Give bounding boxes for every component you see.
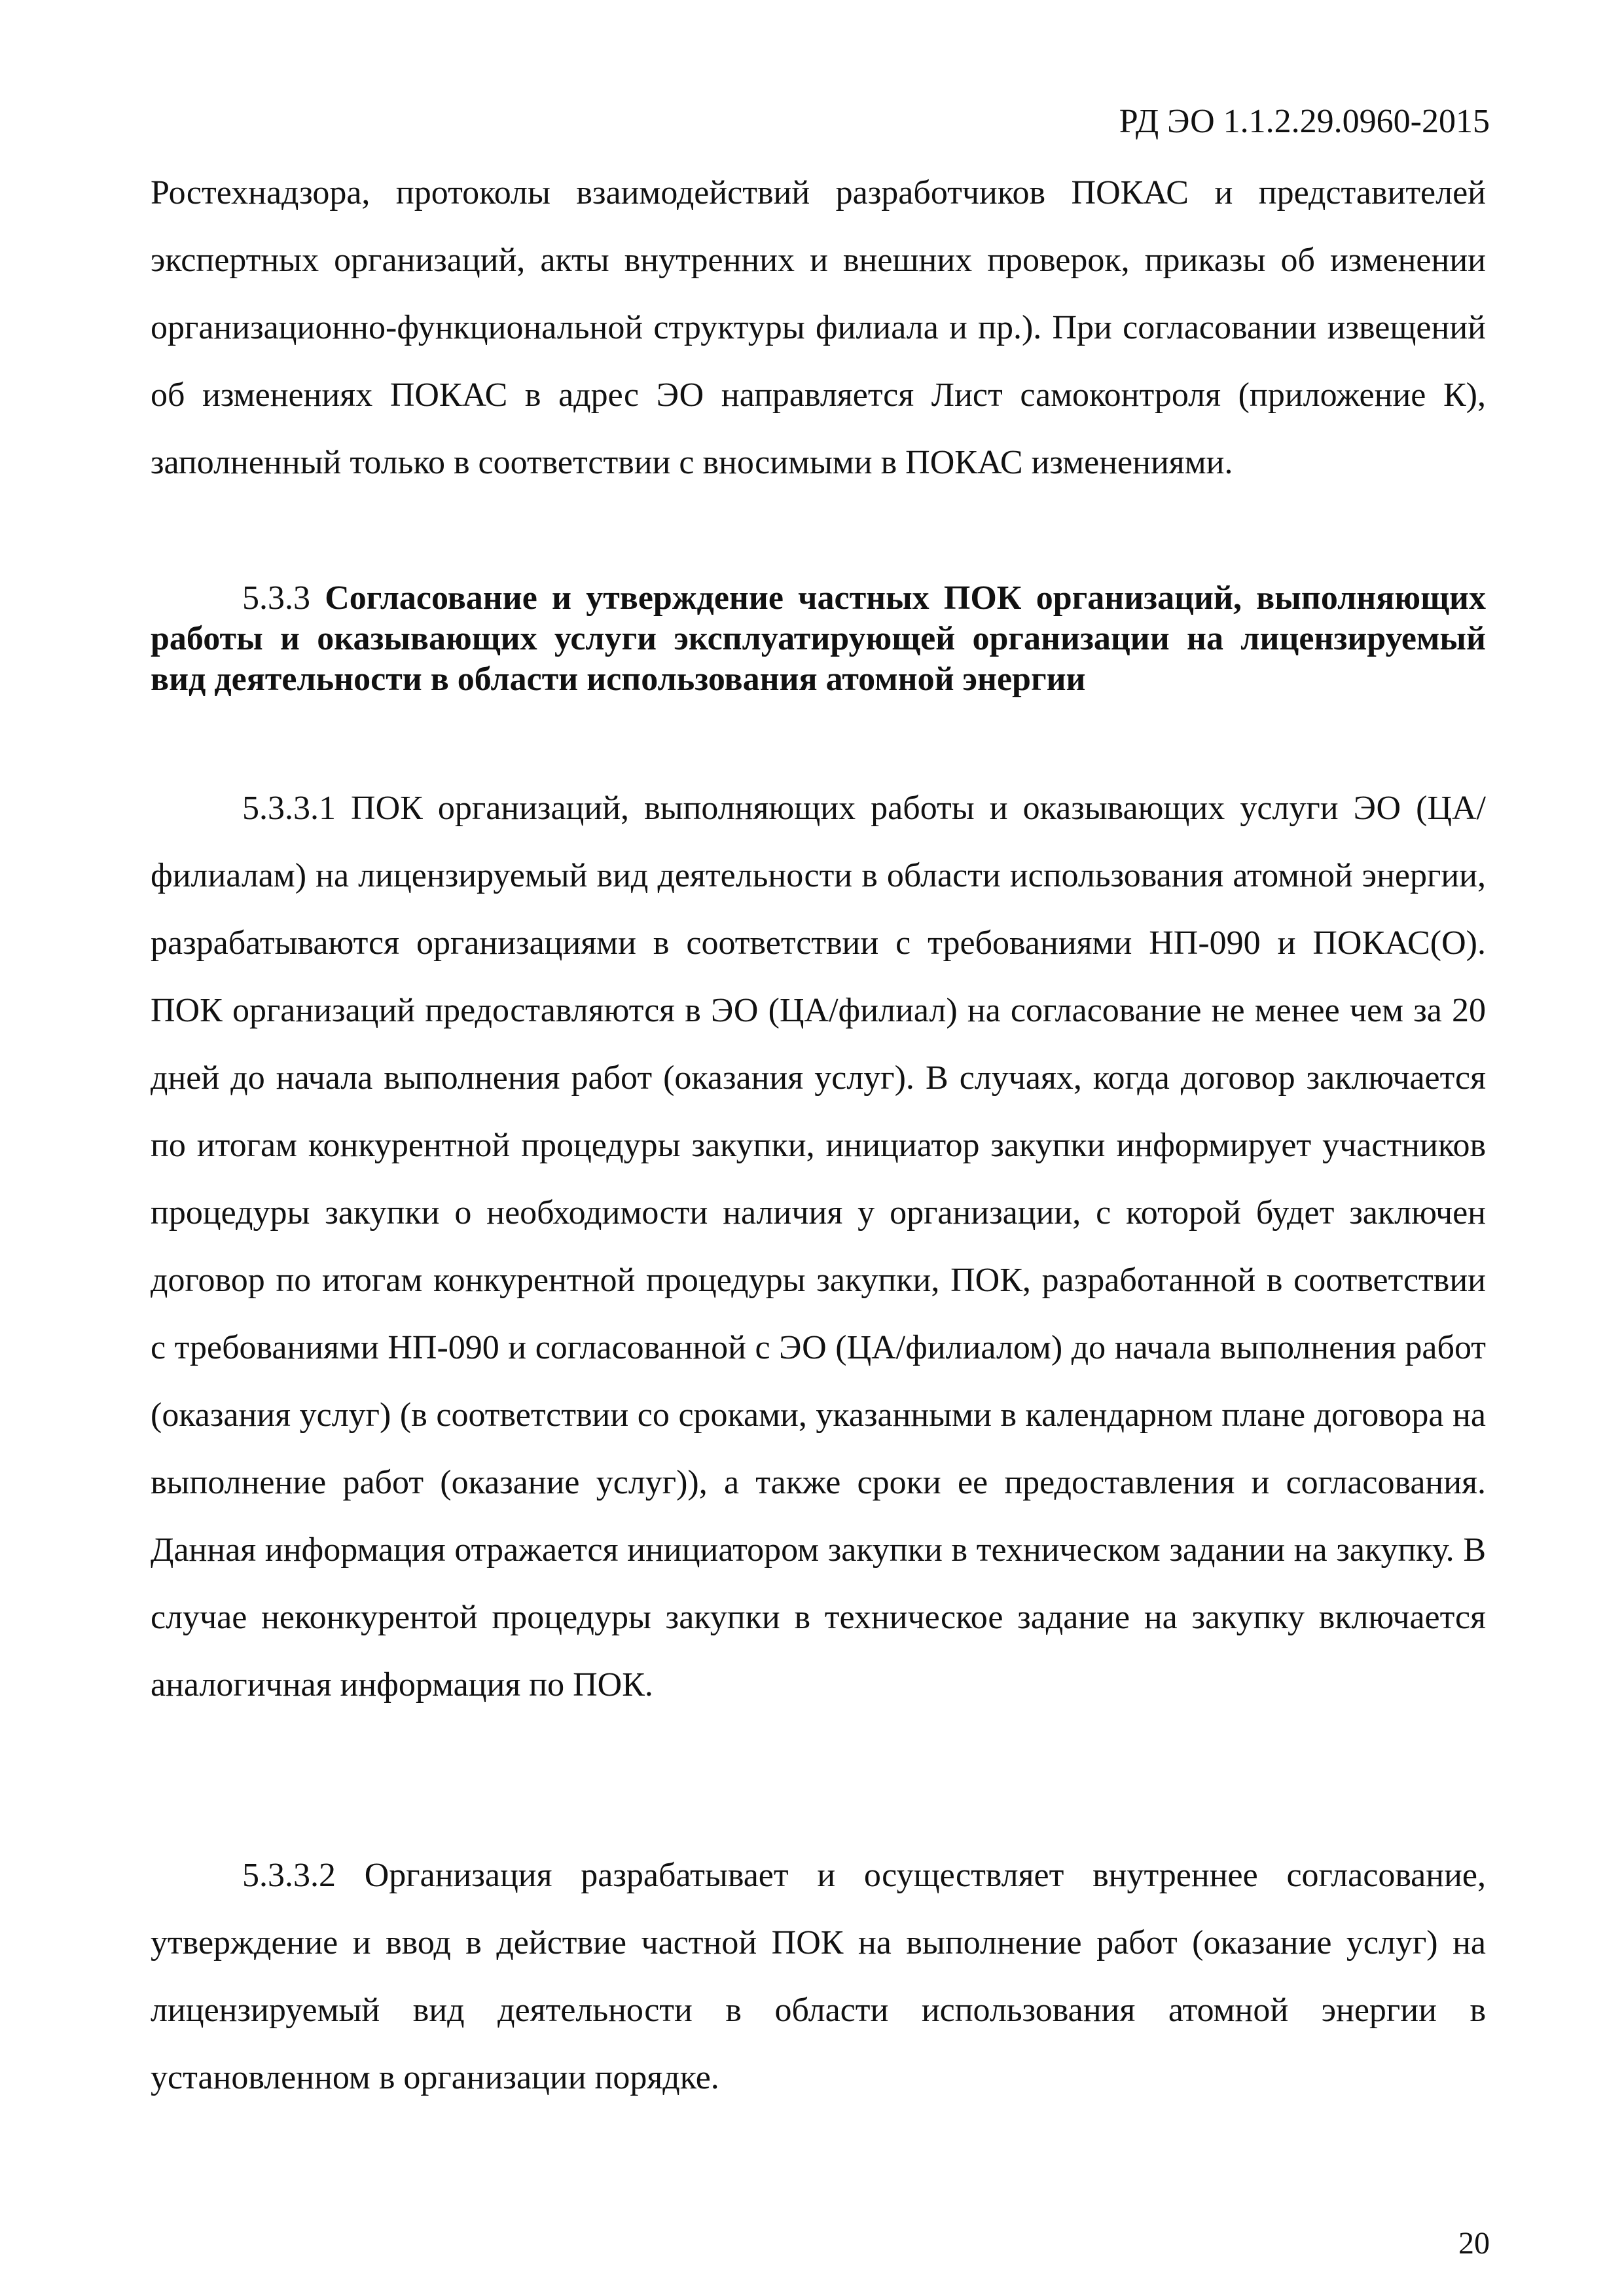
paragraph-continuation <box>151 159 1486 496</box>
document-code-header: РД ЭО 1.1.2.29.0960-2015 <box>1119 103 1490 140</box>
page-number: 20 <box>1458 2226 1490 2261</box>
clause-5-3-3-2 <box>151 1842 1486 2111</box>
section-number: 5.3.3 <box>242 579 325 617</box>
clause-text: 5.3.3.2 Организация разрабатывает и осуществляет внутреннее согласование, утверждение и ввод в действие частной ПОК на выполнение работ (оказание услуг) на лицензируемый вид деятельности в области использования атомной энергии в установленном в организации порядке. <box>151 1857 1486 2096</box>
clause-text: 5.3.3.1 ПОК организаций, выполняющих работы и оказывающих услуги ЭО (ЦА/филиалам) на лицензируемый вид деятельности в области использования атомной энергии, разрабатываются организациями в соответствии с требованиями НП-090 и ПОКАС(О). ПОК организаций предоставляются в ЭО (ЦА/филиал) на согласование не менее чем за 20 дней до начала выполнения работ (оказания услуг). В случаях, когда договор заключается по итогам конкурентной процедуры закупки, инициатор закупки информирует участников процедуры закупки о необходимости наличия у организации, с которой будет заключен договор по итогам конкурентной процедуры закупки, ПОК, разработанной в соответствии с требованиями НП-090 и согласованной с ЭО (ЦА/филиалом) до начала выполнения работ (оказания услуг) (в соответствии со сроками, указанными в календарном плане договора на выполнение работ (оказание услуг)), а также сроки ее предоставления и согласования. Данная информация отражается инициатором закупки в техническом задании на закупку. В случае неконкурентой процедуры закупки в техническое задание на закупку включается аналогичная информация по ПОК. <box>151 790 1486 1704</box>
paragraph-text: Ростехнадзора, протоколы взаимодействий разработчиков ПОКАС и представителей экспертных организаций, акты внутренних и внешних проверок, приказы об изменении организационно-функциональной структуры филиала и пр.). При согласовании извещений об изменениях ПОКАС в адрес ЭО направляется Лист самоконтроля (приложение К), заполненный только в соответствии с вносимыми в ПОКАС изменениями. <box>151 174 1486 481</box>
clause-5-3-3-1 <box>151 774 1486 1719</box>
section-heading <box>151 578 1486 700</box>
section-title: Согласование и утверждение частных ПОК организаций, выполняющих работы и оказывающих услуги эксплуатирующей организации на лицензируемый вид деятельности в области использования атомной энергии <box>151 579 1486 698</box>
